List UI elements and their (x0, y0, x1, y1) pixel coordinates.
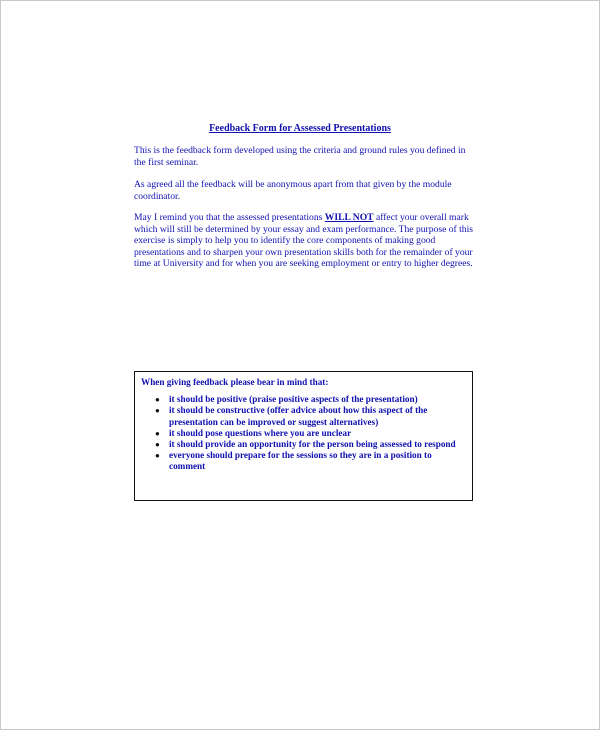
bullet-icon: ● (155, 440, 160, 450)
bullet-icon: ● (155, 451, 160, 461)
list-item-text: it should be positive (praise positive aspects of the presentation) (169, 394, 418, 405)
list-item-text: everyone should prepare for the sessions so they are in a position to comment (169, 450, 432, 472)
feedback-box-heading: When giving feedback please bear in mind that: (141, 377, 329, 387)
list-item (141, 450, 466, 472)
document-title: Feedback Form for Assessed Presentations (209, 123, 391, 134)
list-item-text: it should pose questions where you are unclear (169, 427, 352, 438)
list-item (141, 428, 466, 439)
feedback-guidelines-list (141, 394, 466, 472)
list-item (141, 439, 466, 450)
list-item-text: it should be constructive (offer advice about how this aspect of the presentation can be improved or suggest alternatives) (169, 405, 428, 427)
list-item (141, 394, 466, 405)
bullet-icon: ● (155, 406, 160, 416)
purpose-text-end: affect your overall mark which will still be determined by your essay and exam performance. The purpose of this exercise is simply to help you to identify the core components of making good presentations and to sharpen your own presentation skills both for the remainder of your time at University and for when you are seeking employment or entry to higher degrees. (134, 212, 473, 270)
bullet-icon: ● (155, 395, 160, 405)
purpose-text-start: May I remind you that the assessed presentations (134, 212, 325, 223)
list-item-text: it should provide an opportunity for the person being assessed to respond (169, 439, 456, 450)
purpose-paragraph (134, 212, 474, 270)
will-not-emphasis: WILL NOT (324, 212, 374, 223)
bullet-icon: ● (155, 428, 160, 438)
anonymity-paragraph: As agreed all the feedback will be anonymous apart from that given by the module coordinator. (134, 179, 452, 202)
list-item (141, 405, 466, 427)
intro-paragraph: This is the feedback form developed using the criteria and ground rules you defined in the first seminar. (134, 145, 466, 168)
feedback-guidelines-box (134, 371, 473, 501)
